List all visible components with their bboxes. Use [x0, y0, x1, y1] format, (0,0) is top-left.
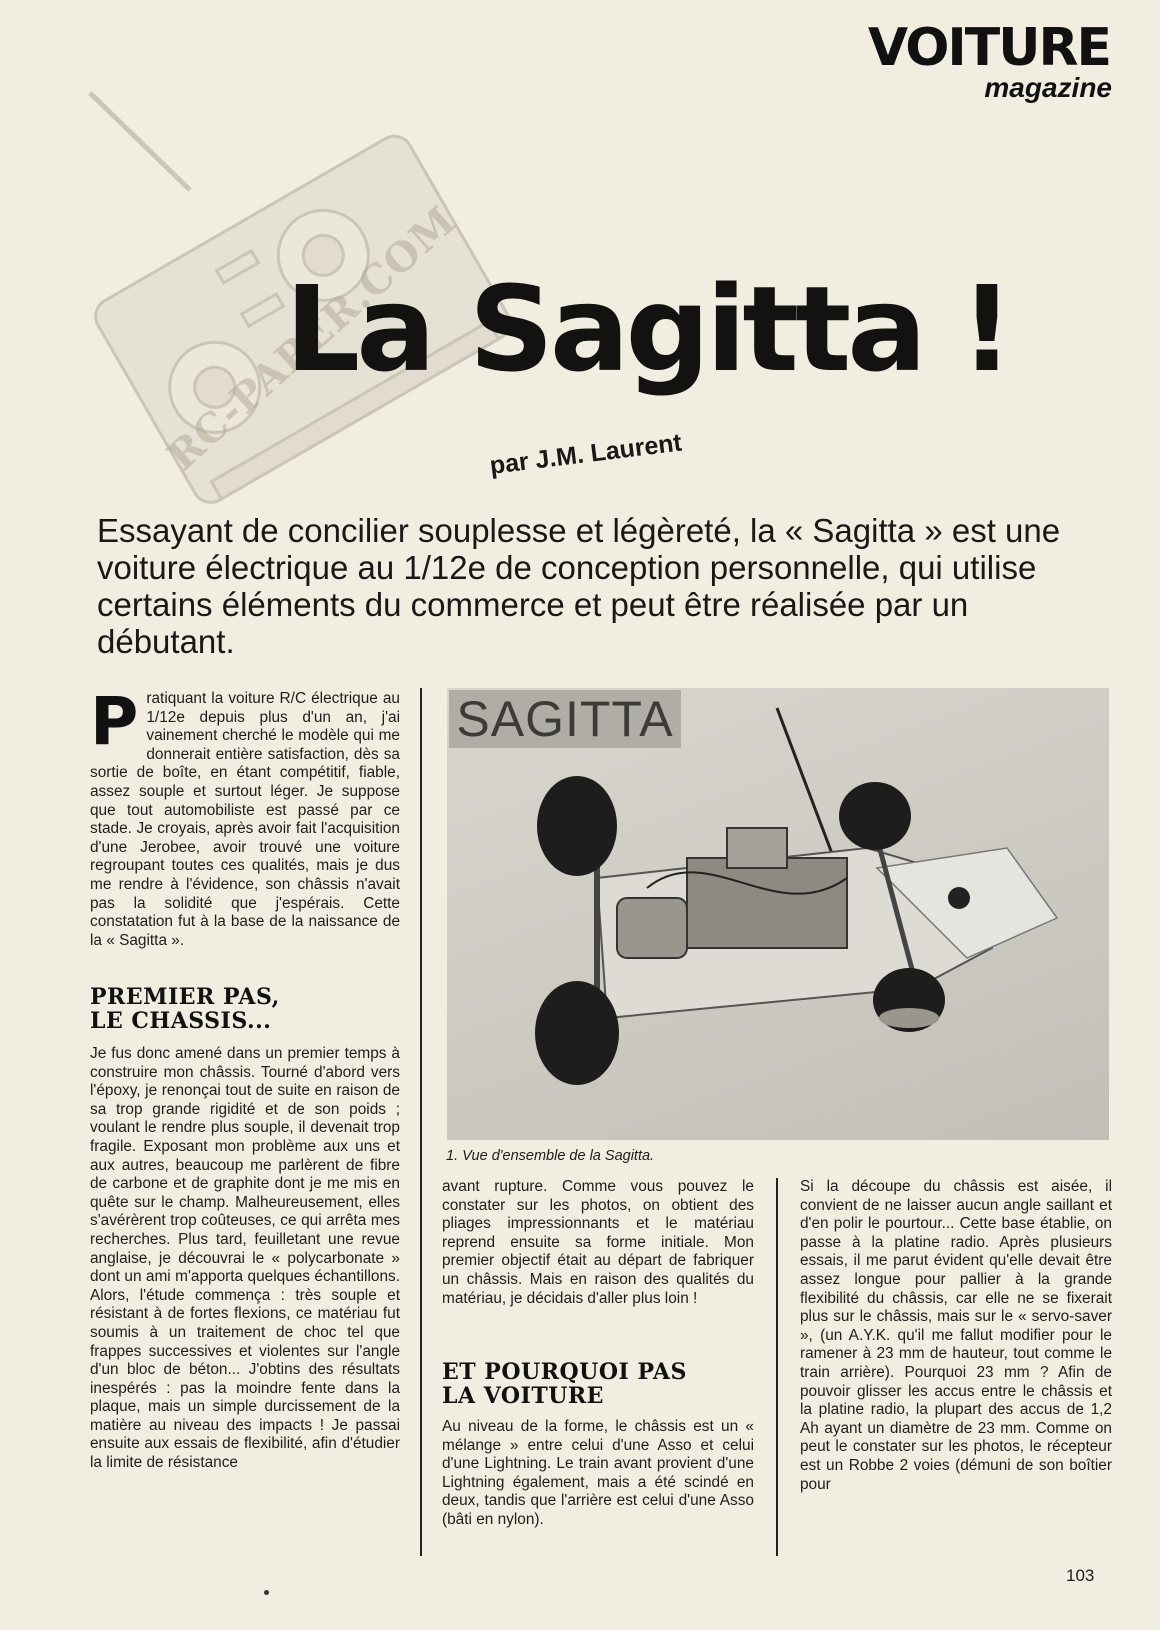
drop-cap: P — [90, 683, 139, 760]
section-heading-chassis — [90, 985, 400, 1033]
section-heading-voiture — [442, 1360, 754, 1408]
car-photo — [447, 688, 1109, 1140]
car-drawing — [447, 688, 1109, 1140]
masthead-subtitle: magazine — [984, 72, 1112, 103]
page-number: 103 — [1066, 1566, 1095, 1585]
article-byline: par J.M. Laurent — [488, 428, 684, 480]
material-paragraph: avant rupture. Comme vous pouvez le constater sur les photos, on obtient des pliages impressionnants et le matériau reprend ensuite sa forme initiale. Mon premier objectif était au départ de fabriquer un châssis. Mais en raison des qualités du matériau, je décidais d'aller plus loin ! — [442, 1178, 754, 1307]
photo-caption: 1. Vue d'ensemble de la Sagitta. — [446, 1148, 655, 1164]
heading-line: LE CHASSIS... — [90, 1008, 272, 1034]
heading-line: ET POURQUOI PAS — [442, 1359, 687, 1385]
radio-plate-paragraph: Si la découpe du châssis est aisée, il convient de ne laisser aucun angle saillant et d'en polir le pourtour... Cette base établie, on passe à la platine radio. Après plusieurs essais, il me parut évident qu'elle devait être assez longue pour pallier à la grande flexibilité du châssis, car elle ne se fixerait plus sur le châssis, mais sur le « servo-saver », (un A.Y.K. qu'il me fallut modifier pour le ramener à 23 mm de hauteur, tout comme le train arrière). Pourquoi 23 mm ? Afin de pouvoir glisser les accus entre le châssis et la platine radio, la plupart des accus de 1,2 Ah ayant un diamètre de 23 mm. Comme on peut le constater sur les photos, le récepteur est un Robbe 2 voies (démuni de son boîtier pour — [800, 1178, 1112, 1493]
watermark-text: RC-PAPER.COM — [158, 196, 466, 480]
column-divider — [420, 688, 422, 1556]
column-1-intro — [90, 683, 400, 950]
print-dot — [264, 1590, 269, 1595]
masthead-brand: VOITURE — [867, 18, 1110, 78]
chassis-paragraph: Je fus donc amené dans un premier temps à construire mon châssis. Tourné d'abord vers l'époxy, je renonçai tout de suite en raison de sa trop grande rigidité et de son poids ; voulant le rendre plus souple, il devenait trop fragile. Exposant mon problème aux uns et aux autres, beaucoup me parlèrent de fibre de carbone et de graphite dont je me mis en quête sur le champ. Malheureusement, elles s'avérèrent trop coûteuses, ce qui arrêta mes recherches. Plus tard, feuilletant une revue anglaise, je découvrai le « polycarbonate » dont un ami m'apporta quelques échantillons. Alors, l'étude commença : très souple et résistant à de fortes flexions, ce matériau fut soumis à un traitement de choc tel que frappes successives et violentes sur l'angle d'un bloc de béton... J'obtins des résultats inespérés : pas la moindre fente dans la plaque, mais un simple durcissement de la matière au niveau des impacts ! Je passai ensuite aux essais de flexibilité, afin d'étudier la limite de résistance — [90, 1045, 400, 1472]
heading-line: LA VOITURE — [442, 1383, 604, 1409]
photo-label: SAGITTA — [449, 690, 681, 748]
column-divider — [776, 1178, 778, 1556]
lead-paragraph: Essayant de concilier souplesse et légèreté, la « Sagitta » est une voiture électrique au 1/12e de conception personnelle, qui utilise certains éléments du commerce et peut être réalisée par un débutant. — [97, 512, 1061, 660]
article-title: La Sagitta ! — [285, 260, 1010, 398]
form-paragraph: Au niveau de la forme, le châssis est un « mélange » entre celui d'une Asso et celui d'une Lightning. Le train avant provient d'une Lightning également, mais a été scindé en deux, tandis que l'arrière est celui d'une Asso (bâti en nylon). — [442, 1418, 754, 1528]
intro-paragraph: ratiquant la voiture R/C électrique au 1/12e depuis plus d'un an, j'ai vainement cherché le modèle qui me donnerait entière satisfaction, dès sa sortie de boîte, en étant compétitif, fiable, assez souple et surtout léger. Je suppose que tout automobiliste est passé par ce stade. Je croyais, après avoir fait l'acquisition d'une Jerobee, avoir trouvé une voiture regroupant toutes ces qualités, mais je dus me rendre à l'évidence, son châssis n'avait pas la solidité que j'espérais. Cette constatation fut à la base de la naissance de la « Sagitta ». — [90, 690, 400, 949]
heading-line: PREMIER PAS, — [90, 984, 280, 1010]
